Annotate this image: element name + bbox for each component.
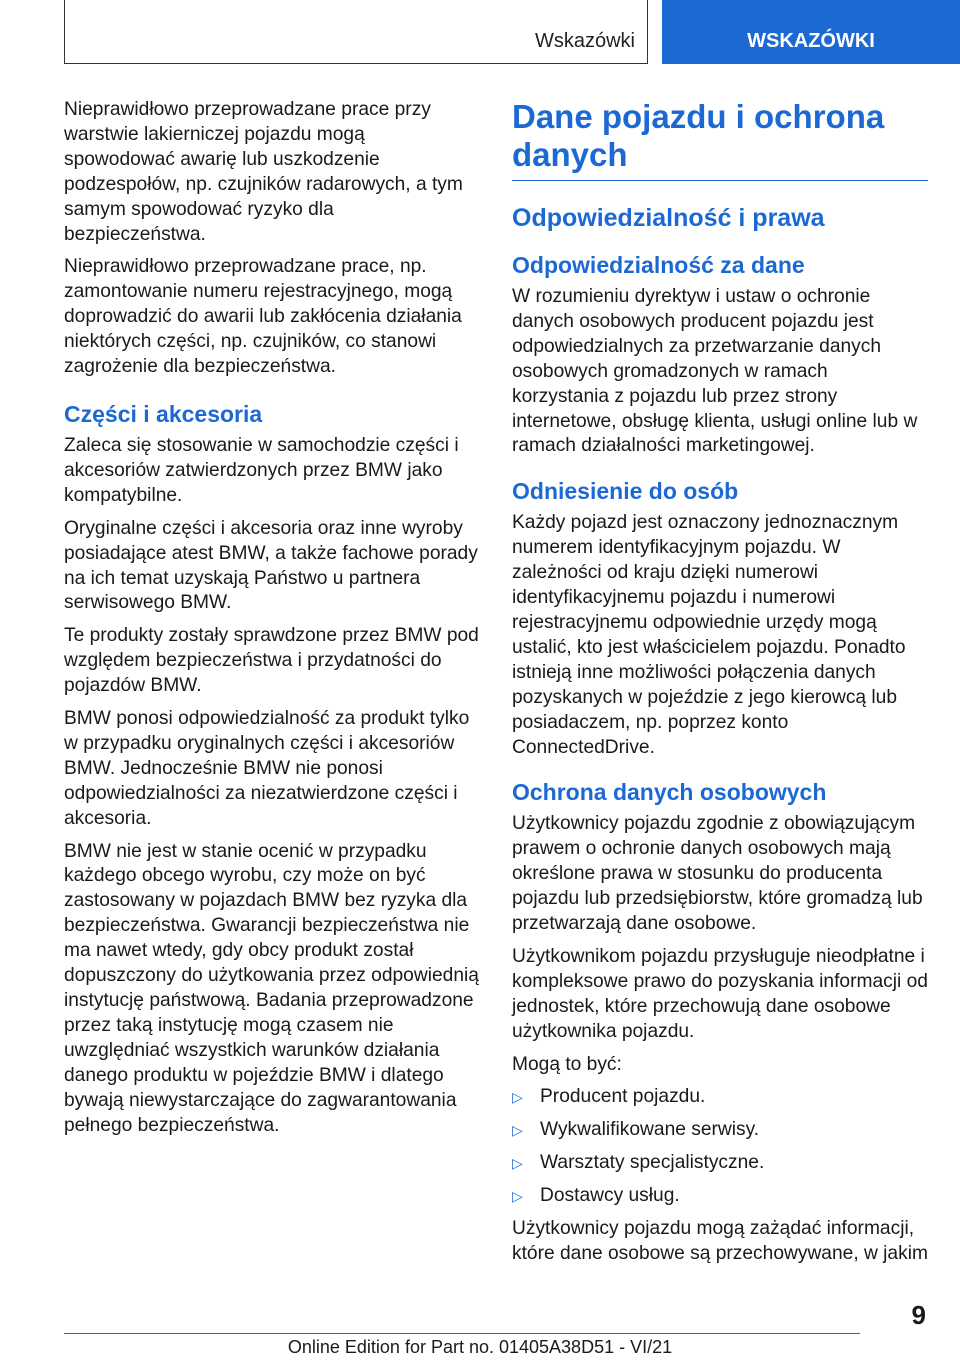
list-item [512,1118,928,1143]
left-column [64,98,480,1146]
triangle-right-icon: ▷ [512,1155,523,1172]
section-heading: Odpowiedzialność i prawa [512,204,825,232]
paragraph: Nieprawidłowo przeprowadzane prace przy warstwie lakierniczej pojazdu mogą spowodować awarię lub uszkodzenie podzespołów, np. czujników radarowych, a tym samym spowodować ryzyko dla bezpieczeństwa. [64,99,463,245]
chapter-title: Dane pojazdu i ochrona danych [512,98,928,181]
list-item-text: Dostawcy usług. [540,1185,680,1207]
paragraph: BMW nie jest w stanie ocenić w przypadku każdego obcego wyrobu, czy może on być zastosowany w pojazdach BMW bez ryzyka dla bezpieczeństwa. Gwarancji bezpieczeństwa nie ma nawet wtedy, gdy obcy produkt został dopuszczony do użytkowania przez odpowiednią instytucję państwową. Badania przeprowadzone przez taką instytucję mogą czasem nie uwzględniać wszystkich warunków działania danego produktu w pojeździe BMW i dlatego bywają niewystarczające do zagwarantowania pełnego bezpieczeństwa. [64,840,479,1136]
header-chapter-label: WSKAZÓWKI [747,29,875,52]
section-heading-parts: Części i akcesoria [64,400,263,427]
paragraph: Mogą to być: [512,1053,622,1075]
list-item-text: Warsztaty specjalistyczne. [540,1152,765,1174]
paragraph: Każdy pojazd jest oznaczony jednoznacznym numerem identyfikacyjnym pojazdu. W zależności od kraju dzięki numerowi identyfikacyjnemu pojazdu i numerowi rejestracyjnemu odpowiednie urzędy mogą ustalić, kto jest właścicielem pojazdu. Ponadto istnieją inne możliwości połączenia danych pozyskanych w pojeździe z jego kierowcą lub posiadaczem, np. poprzez konto ConnectedDrive. [512,512,906,758]
paragraph: Te produkty zostały sprawdzone przez BMW pod względem bezpieczeństwa i przydatności do pojazdów BMW. [64,625,479,697]
paragraph: W rozumieniu dyrektyw i ustaw o ochronie danych osobowych producent pojazdu jest odpowiedzialnych za przetwarzanie danych osobowych gromadzonych w ramach korzystania z pojazdu lub przez strony internetowe, obsługę klienta, usługi online lub w ramach działalności marketingowej. [512,286,918,457]
header-chapter-tab [662,0,960,64]
list-item [512,1184,928,1209]
paragraph: Użytkownicy pojazdu mogą zażądać informacji, które dane osobowe są przechowywane, w jakim [512,1218,928,1264]
triangle-right-icon: ▷ [512,1122,523,1139]
triangle-right-icon: ▷ [512,1089,523,1106]
footer-divider [64,1333,860,1334]
list-item [512,1151,928,1176]
paragraph: Oryginalne części i akcesoria oraz inne wyroby posiadające atest BMW, a także fachowe porady na ich temat uzyskają Państwo u partnera serwisowego BMW. [64,517,478,614]
footer-edition: Online Edition for Part no. 01405A38D51 - VI/21 [287,1337,673,1357]
paragraph: Nieprawidłowo przeprowadzane prace, np. zamontowanie numeru rejestracyjnego, mogą doprowadzić do awarii lub zakłócenia działania niektórych części, np. czujników, co stanowi zagrożenie dla bezpieczeństwa. [64,256,462,378]
list-item-text: Producent pojazdu. [540,1086,706,1108]
paragraph: Użytkownikom pojazdu przysługuje nieodpłatne i kompleksowe prawo do pozyskania informacji od jednostek, które przechowują dane osobowe użytkownika pojazdu. [512,945,928,1042]
header-frame [64,0,648,64]
paragraph: BMW ponosi odpowiedzialność za produkt tylko w przypadku oryginalnych części i akcesoriów BMW. Jednocześnie BMW nie ponosi odpowiedzialności za niezatwierdzone części i akcesoria. [64,708,470,829]
list-item-text: Wykwalifikowane serwisy. [540,1119,760,1141]
header-section-title: Wskazówki [534,30,635,52]
list-item [512,1085,928,1110]
subsection-heading-data-protection: Ochrona danych osobowych [512,779,827,806]
triangle-right-icon: ▷ [512,1188,523,1205]
paragraph: Zaleca się stosowanie w samochodzie części i akcesoriów zatwierdzonych przez BMW jako kompatybilne. [64,434,459,506]
page-number: 9 [911,1300,926,1330]
subsection-heading-persons: Odniesienie do osób [512,478,739,505]
subsection-heading-data-responsibility: Odpowiedzialność za dane [512,252,805,278]
bullet-list [512,1085,928,1209]
paragraph: Użytkownicy pojazdu zgodnie z obowiązującym prawem o ochronie danych osobowych mają określone prawa w stosunku do producenta pojazdu lub przedsiębiorstw, które gromadzą lub przetwarzają dane osobowe. [512,813,923,935]
right-column [512,98,928,1275]
